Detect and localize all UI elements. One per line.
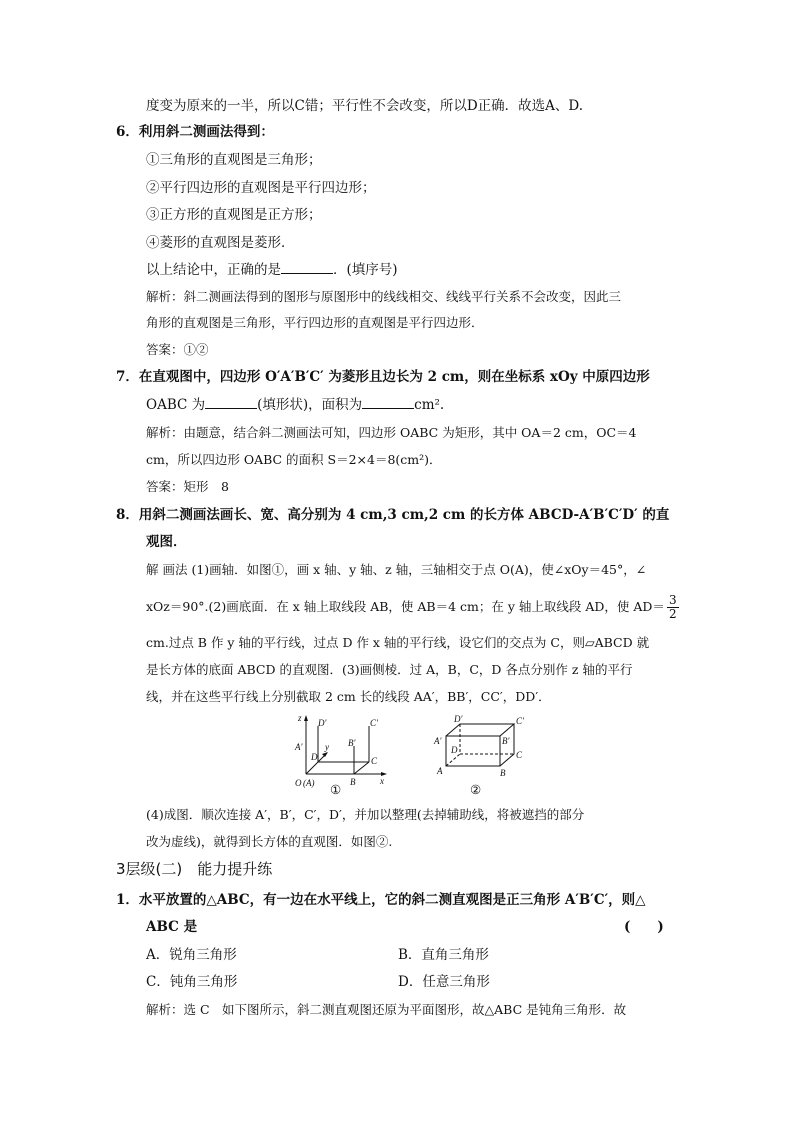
q6-solution-line-1: 解析：斜二测画法得到的图形与原图形中的线线相交、线线平行关系不会改变，因此三 <box>146 289 622 304</box>
label-A-prime: A′ <box>434 736 442 746</box>
label-B-prime: B′ <box>502 736 510 746</box>
option-a: A．锐角三角形 <box>146 947 237 963</box>
option-b: B．直角三角形 <box>398 947 489 963</box>
q8-solution-line-2-text: xOz＝90°.(2)画底面．在 x 轴上取线段 AB，使 AB＝4 cm；在 y 轴上取线段 AD，使 AD＝ <box>146 599 665 614</box>
q8-solution-line-4: 是长方体的底面 ABCD 的直观图．(3)画侧棱．过 A，B，C，D 各点分别作 z 轴的平行 <box>146 662 633 677</box>
fraction-denominator: 2 <box>668 607 677 621</box>
z-arrow <box>304 715 308 721</box>
label-B-prime: B′ <box>348 738 356 748</box>
q6-question-post: ．(填序号) <box>333 262 398 278</box>
q6-question-pre: 以上结论中，正确的是 <box>146 262 281 278</box>
label-C: C <box>371 756 378 766</box>
question-8-title-2: 观图． <box>146 534 187 550</box>
fraction <box>667 594 679 621</box>
q8-solution-line-2 <box>146 594 679 621</box>
fraction-numerator: 3 <box>668 593 677 607</box>
figure-1-axes <box>292 712 392 796</box>
q6-answer: 答案：①② <box>146 342 209 357</box>
option-d: D．任意三角形 <box>398 974 490 990</box>
label-O: O <box>295 778 302 788</box>
label-x: x <box>380 776 384 786</box>
figure-1-caption: ① <box>330 782 342 797</box>
text-line: 度变为原来的一半，所以C错；平行性不会改变，所以D正确．故选A、D. <box>146 98 584 114</box>
option-c: C．钝角三角形 <box>146 974 238 990</box>
q7-line-2-mid: (填形状)，面积为 <box>257 397 363 413</box>
q7-line-2-post: cm². <box>414 397 445 413</box>
answer-paren: ( ) <box>624 919 664 935</box>
q6-option-3: ③正方形的直观图是正方形； <box>146 207 322 223</box>
y-arrow <box>322 752 328 757</box>
q6-question <box>146 261 398 279</box>
answer-blank <box>362 396 414 409</box>
label-D-prime: D′ <box>318 718 327 728</box>
question-6-title: 6．利用斜二测画法得到： <box>116 124 274 140</box>
q8-solution-line-3: cm.过点 B 作 y 轴的平行线，过点 D 作 x 轴的平行线，设它们的交点为 C，则▱ABCD 就 <box>146 635 650 650</box>
label-B: B <box>500 768 506 778</box>
figure-2-caption: ② <box>470 782 482 797</box>
q8-solution-line-6: (4)成图．顺次连接 A′，B′，C′，D′，并加以整理(去掉辅助线，将被遮挡的部分 <box>146 807 585 822</box>
q6-option-1: ①三角形的直观图是三角形； <box>146 152 322 168</box>
label-D: D <box>311 752 318 762</box>
answer-blank <box>281 261 333 274</box>
q6-solution-line-2: 角形的直观图是三角形，平行四边形的直观图是平行四边形． <box>146 315 484 330</box>
problem-1-solution: 解析：选 C 如下图所示，斜二测直观图还原为平面图形，故△ABC 是钝角三角形．故 <box>146 1002 627 1017</box>
label-C: C <box>516 750 523 760</box>
q8-solution-line-5: 线，并在这些平行线上分别截取 2 cm 长的线段 AA′，BB′，CC′，DD′． <box>146 689 551 704</box>
label-A-paren: (A) <box>303 778 315 788</box>
q6-option-2: ②平行四边形的直观图是平行四边形； <box>146 180 376 196</box>
label-A: A <box>437 766 443 776</box>
problem-1-title: 1．水平放置的△ABC，有一边在水平线上，它的斜二测直观图是正三角形 A′B′C′，则△ <box>116 892 646 908</box>
question-7-title: 7．在直观图中，四边形 O′A′B′C′ 为菱形且边长为 2 cm，则在坐标系 xOy 中原四边形 <box>116 369 650 385</box>
label-C-prime: C′ <box>370 718 378 728</box>
q6-option-4: ④菱形的直观图是菱形． <box>146 235 295 251</box>
label-D: D <box>451 745 458 755</box>
top-face <box>446 724 514 736</box>
edge-BC <box>354 762 369 774</box>
question-8-title: 8．用斜二测画法画长、宽、高分别为 4 cm,3 cm,2 cm 的长方体 ABCD-A′B′C′D′ 的直 <box>116 507 670 523</box>
q7-line-2 <box>146 396 444 414</box>
q7-answer: 答案：矩形 8 <box>146 479 229 494</box>
figure-2-cuboid <box>432 714 528 778</box>
q7-solution-line-1: 解析：由题意，结合斜二测画法可知，四边形 OABC 为矩形，其中 OA＝2 cm，OC＝4 <box>146 425 637 440</box>
label-A-prime: A′ <box>295 742 303 752</box>
label-D-prime: D′ <box>454 714 463 724</box>
label-C-prime: C′ <box>516 716 524 726</box>
q8-solution-line-1: 解 画法 (1)画轴．如图①，画 x 轴、y 轴、z 轴，三轴相交于点 O(A)，使∠xOy＝45°，∠ <box>146 562 647 577</box>
label-B: B <box>350 777 356 787</box>
answer-blank <box>205 396 257 409</box>
label-z: z <box>298 713 302 723</box>
section-heading: 3层级(二) 能力提升练 <box>116 860 273 878</box>
problem-1-title-2: ABC 是 <box>146 919 198 935</box>
q7-solution-line-2: cm，所以四边形 OABC 的面积 S＝2×4＝8(cm²)． <box>146 452 442 467</box>
hidden-edge-AD <box>446 754 460 766</box>
q8-solution-line-7: 改为虚线)，就得到长方体的直观图．如图②. <box>146 834 393 849</box>
label-y: y <box>325 742 329 752</box>
q7-line-2-pre: OABC 为 <box>146 397 206 413</box>
